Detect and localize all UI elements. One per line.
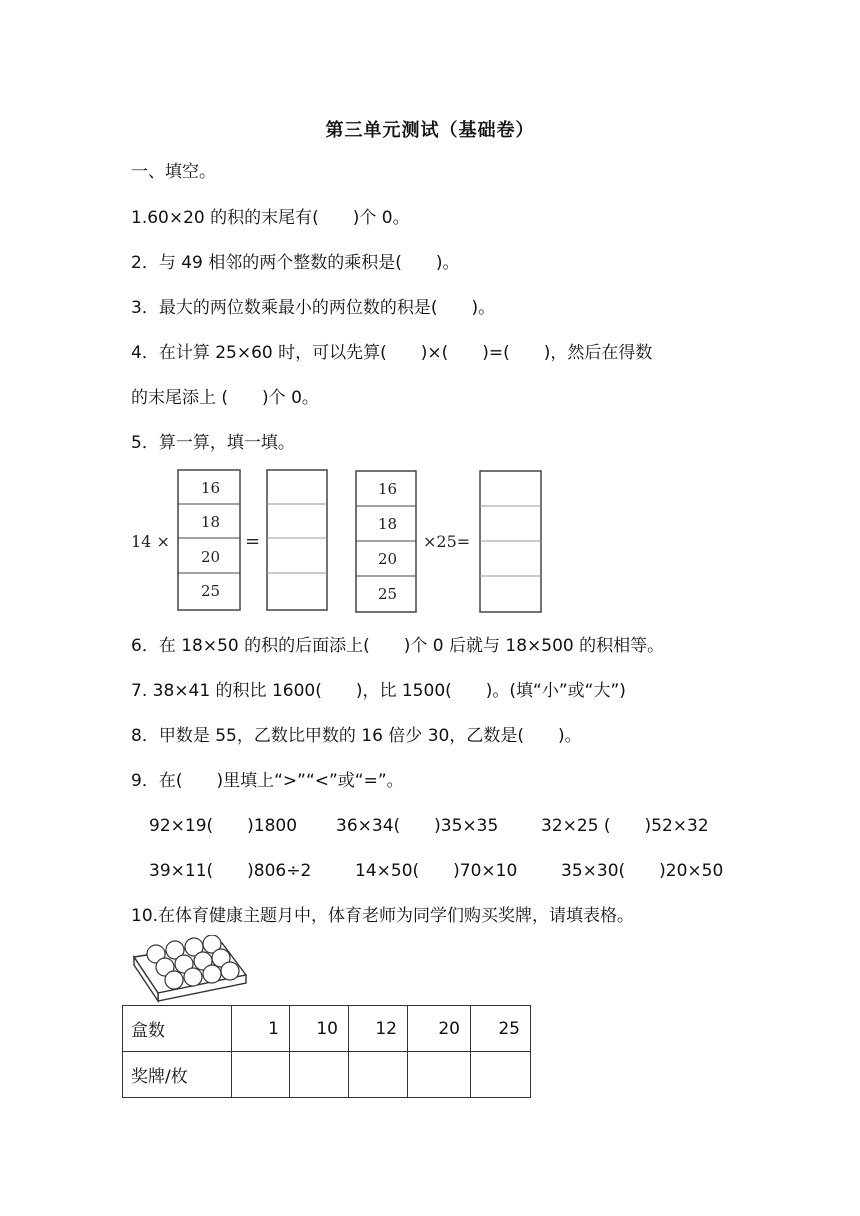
- box-count-cell: 10: [290, 1006, 349, 1052]
- compare-item: 92×19( )1800: [149, 816, 298, 836]
- question-1: 1.60×20 的积的末尾有( )个 0。: [131, 208, 410, 228]
- right-value: 20: [378, 550, 398, 568]
- box-count-cell: 20: [408, 1006, 471, 1052]
- table-row: [123, 1052, 531, 1098]
- compare-item: 36×34( )35×35: [336, 816, 499, 836]
- medal-box-illustration: [130, 935, 250, 1005]
- right-value: 25: [378, 585, 398, 603]
- compare-item: 39×11( )806÷2: [149, 861, 312, 881]
- multiplication-figure: [125, 465, 565, 617]
- question-2: 2．与 49 相邻的两个整数的乘积是( )。: [131, 253, 460, 273]
- left-answer-column: [267, 470, 327, 610]
- question-8: 8．甲数是 55，乙数比甲数的 16 倍少 30，乙数是( )。: [131, 726, 582, 746]
- question-4-line-2: 的末尾添上 ( )个 0。: [131, 388, 319, 408]
- row-label-boxes: 盒数: [123, 1006, 232, 1052]
- compare-item: 14×50( )70×10: [355, 861, 518, 881]
- right-value: 16: [378, 480, 398, 498]
- question-6: 6．在 18×50 的积的后面添上( )个 0 后就与 18×500 的积相等。: [131, 636, 665, 656]
- box-count-cell: 1: [232, 1006, 290, 1052]
- left-value: 20: [201, 548, 221, 566]
- question-4-line-1: 4．在计算 25×60 时，可以先算( )×( )=( )，然后在得数: [131, 343, 653, 363]
- page-title: 第三单元测试（基础卷）: [325, 120, 535, 141]
- answer-cell[interactable]: [349, 1052, 408, 1098]
- row-label-medals: 奖牌/枚: [123, 1052, 232, 1098]
- compare-item: 32×25 ( )52×32: [541, 816, 709, 836]
- left-value: 16: [201, 479, 221, 497]
- box-count-cell: 25: [471, 1006, 531, 1052]
- right-answer-column: [480, 471, 541, 612]
- figure-equals: =: [245, 531, 261, 552]
- answer-cell[interactable]: [408, 1052, 471, 1098]
- question-10: 10.在体育健康主题月中，体育老师为同学们购买奖牌，请填表格。: [131, 906, 635, 926]
- figure-left-label: 14 ×: [131, 532, 170, 551]
- medal-table: [122, 1005, 531, 1098]
- answer-cell[interactable]: [471, 1052, 531, 1098]
- compare-item: 35×30( )20×50: [561, 861, 724, 881]
- figure-times-25: ×25=: [423, 532, 471, 551]
- answer-cell[interactable]: [290, 1052, 349, 1098]
- question-7: 7. 38×41 的积比 1600( )，比 1500( )。(填“小”或“大”): [131, 681, 626, 701]
- question-9: 9．在( )里填上“>”“<”或“=”。: [131, 771, 404, 791]
- question-5: 5．算一算，填一填。: [131, 433, 295, 453]
- box-count-cell: 12: [349, 1006, 408, 1052]
- table-row: [123, 1006, 531, 1052]
- question-3: 3．最大的两位数乘最小的两位数的积是( )。: [131, 298, 496, 318]
- answer-cell[interactable]: [232, 1052, 290, 1098]
- left-value: 25: [201, 582, 221, 600]
- section-heading: 一、填空。: [131, 162, 216, 182]
- right-value: 18: [378, 515, 398, 533]
- left-value: 18: [201, 513, 221, 531]
